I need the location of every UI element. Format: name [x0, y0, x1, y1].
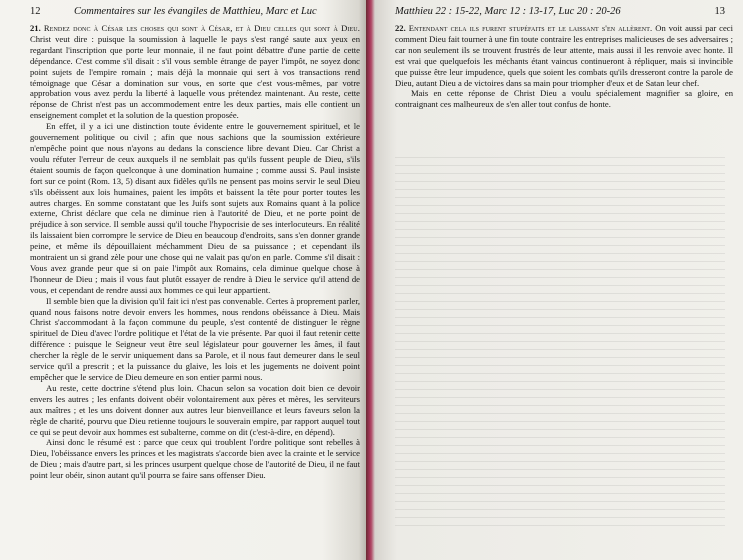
right-page-body: [395, 23, 733, 110]
left-page-body: [30, 23, 360, 481]
paragraph: Mais en cette réponse de Christ Dieu a voulu spécialement magnifier sa gloire, en contraignant ces malheureux de s'en aller tout confus de honte.: [395, 88, 733, 110]
right-page: [375, 0, 743, 560]
paragraph: En effet, il y a ici une distinction toute évidente entre le gouvernement spirituel, et le gouvernement politique ou civil ; afin que nous sachions que la soumission extérieure n'empêche point que nous n'ayons au dedans la conscience libre devant Dieu. Car Christ a voulu réfuter l'erreur de ceux auxquels il ne semblait pas qu'ils fussent peuple de Dieu, s'ils étaient soumis de façon quelconque à une domination humaine ; comme aussi S. Paul insiste fort sur ce point (Rom. 13, 5) disant aux fidèles qu'ils ne pensent pas moins servir le seul Dieu s'ils obéissent aux lois humaines, paient les impôts et baissent la tête pour porter toutes les autres charges. En somme constatant que les Juifs sont sujets aux Romains quant à la police externe, Christ déclare que cela ne diminue rien à l'autorité de Dieu, et ne porte point de préjudice à son service. Il semble aussi qu'il touche l'hypocrisie de ses interlocuteurs. En réalité ils laissaient bien corrompre le service de Dieu en beaucoup d'endroits, sans s'en donner grande peine, et même ils dépouillaient méchamment Dieu de sa puissance ; et cependant ils montraient un si grand zèle pour une chose qui ne valait pas qu'on en parle. Comme s'il disait : Vous avez grande peur que si on paie l'impôt aux Romains, cela diminue quelque chose à l'honneur de Dieu ; mais il vous faut plutôt essayer de rendre à Dieu le service qu'il attend de vous, et cependant de rendre aussi aux hommes ce qui leur appartient.: [30, 121, 360, 295]
paragraph: Au reste, cette doctrine s'étend plus loin. Chacun selon sa vocation doit bien ce devoir envers les autres ; les enfants doivent obéir volontairement aux pères et mères, les serviteurs aux maîtres ; et les uns doivent donner aux autres leur bienveillance et leurs faveurs selon la règle de charité, pourvu que Dieu retienne toujours le souverain empire, par rapport auquel tout ce qui se peut devoir aux hommes est subalterne, comme on dit (c'est-à-dire, en dépend).: [30, 382, 360, 437]
verse-heading: Rendez donc à César les choses qui sont à César, et à Dieu celles qui sont à Dieu.: [43, 23, 360, 33]
verse-number: 21.: [30, 23, 41, 33]
right-page-number: 13: [714, 6, 725, 17]
paragraph-text: On voit aussi par ceci comment Dieu fait tourner à une fin toute contraire les entreprises malicieuses de ses adversaires ; car non seulement ils se trouvent frustrés de leur attente, mais aussi il les renvoie avec honte. Il est vrai que quelquefois les méchants étant vaincus continueront à répliquer, mais si invincible que puisse être leur impudence, quels que soient les combats qu'ils dresseront contre la parole de Dieu, autant Dieu a de victoires dans sa main pour triompher d'eux et de Satan leur chef.: [395, 23, 734, 88]
left-page: [0, 0, 366, 560]
left-running-title: Commentaires sur les évangiles de Matthieu, Marc et Luc: [74, 6, 317, 17]
paragraph: [395, 23, 733, 88]
paragraph-text: Christ veut dire : puisque la soumission à laquelle le pays s'est rangé saute aux yeux en regardant l'inscription que porte leur monnaie, il ne faut point débattre d'une partie de cette dépendance. C'est comme s'il disait : s'il vous semble étrange de payer l'impôt, ne soyez donc point sujets de l'empire romain ; mais déjà la monnaie qui sert à vos transactions rend témoignage que César a domination sur vous, en sorte que c'est vous-mêmes, par votre approbation vous avez perdu la liberté à laquelle vous prétendez maintenant. Au reste, cette réponse de Christ n'est pas un accommodement entre les deux parties, mais elle contient un enseignement complet et la solution de la question proposée.: [30, 33, 360, 121]
book-gutter: [366, 0, 375, 560]
left-page-header: [30, 6, 360, 20]
paragraph: [30, 23, 360, 121]
paragraph: Il semble bien que la division qu'il fait ici n'est pas convenable. Certes à proprement parler, quand nous faisons notre devoir envers les hommes, nous rendons obéissance à Dieu. Mais Christ s'accommodant à la façon commune du peuple, s'est contenté de distinguer le règne spirituel de Dieu d'avec l'ordre politique et l'état de la vie présente. Par quoi il faut retenir cette différence : puisque le Seigneur veut être seul législateur pour gouverner les âmes, il faut chercher la règle de le servir uniquement dans sa Parole, et il nous faut demeurer dans le seul service qu'il a prescrit ; et la puissance du glaive, les lois et les jugements ne doivent point empêcher que le service de Dieu demeure en son entier parmi nous.: [30, 295, 360, 382]
right-page-header: [395, 6, 733, 20]
left-page-number: 12: [30, 6, 41, 17]
verse-number: 22.: [395, 23, 406, 33]
right-running-title: Matthieu 22 : 15-22, Marc 12 : 13-17, Luc 20 : 20-26: [395, 6, 621, 17]
verse-heading: Entendant cela ils furent stupéfaits et le laissant s'en allèrent.: [408, 23, 653, 33]
paragraph: Ainsi donc le résumé est : parce que ceux qui troublent l'ordre politique sont rebelles à Dieu, l'obéissance envers les princes et les magistrats s'accorde bien avec la crainte et le service de Dieu ; mais d'autre part, si les princes usurpent quelque chose de l'autorité de Dieu, il ne faut point leur obéir, sinon autant qu'il pourra se faire sans offenser Dieu.: [30, 437, 360, 481]
